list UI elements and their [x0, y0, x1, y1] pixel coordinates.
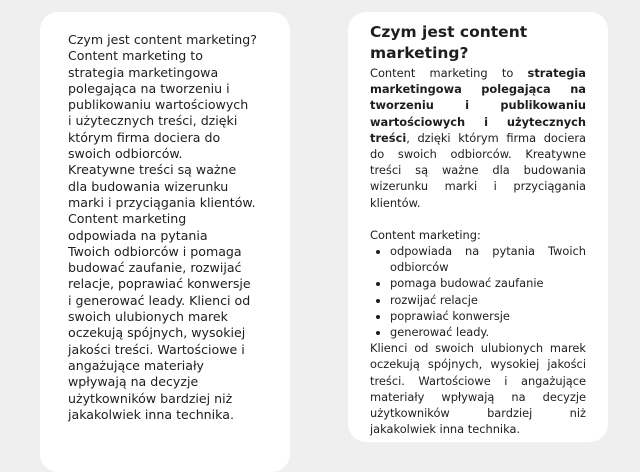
list-item: • poprawiać konwersje — [390, 308, 586, 324]
intro-text-continued: , dzięki którym firma dociera do swoich odbiorców. Kreatywne treści są ważne dla budowania wizerunku marki i przyciągania klientów. — [370, 130, 586, 210]
intro-paragraph — [370, 65, 586, 211]
text-line: swoich ulubionych marek — [68, 309, 228, 325]
text-line: Content marketing to — [68, 48, 203, 64]
text-line: polegająca na tworzeniu i — [68, 80, 230, 96]
text-line: i użytecznych treści, dzięki — [68, 113, 238, 129]
list-heading: Content marketing: — [370, 227, 481, 242]
card-title: Czym jest content marketing? — [370, 23, 528, 62]
intro-text: Content marketing to — [370, 66, 528, 80]
formatted-text-card — [348, 12, 608, 442]
text-line: dla budowania wizerunku — [68, 178, 229, 194]
text-line: Kreatywne treści są ważne — [68, 162, 237, 178]
text-line: jakakolwiek inna technika. — [68, 406, 234, 422]
text-line: wpływają na decyzje — [68, 374, 199, 390]
text-line: budować zaufanie, rozwijać — [68, 260, 242, 276]
plain-text-card — [40, 12, 290, 472]
text-line: Twoich odbiorców i pomaga — [68, 243, 242, 259]
list-item: • odpowiada na pytania Twoich odbiorców — [390, 243, 586, 275]
list-item: • rozwijać relacje — [390, 292, 586, 308]
text-line: Content marketing — [68, 211, 187, 227]
text-line: strategia marketingowa — [68, 64, 219, 80]
text-line: oczekują spójnych, wysokiej — [68, 325, 246, 341]
list-item: • generować leady. — [390, 324, 586, 340]
benefit-list — [370, 243, 586, 340]
text-line: jakości treści. Wartościowe i — [68, 341, 245, 357]
text-line: swoich odbiorców. — [68, 146, 183, 162]
plain-text-body — [68, 32, 257, 423]
list-item: • pomaga budować zaufanie — [390, 275, 586, 291]
text-line: Czym jest content marketing? — [68, 32, 257, 47]
text-line: publikowaniu wartościowych — [68, 97, 249, 113]
text-line: użytkowników bardziej niż — [68, 390, 233, 406]
text-line: odpowiada na pytania — [68, 227, 208, 243]
text-line: relacje, poprawiać konwersje — [68, 276, 251, 292]
text-line: angażujące materiały — [68, 357, 204, 373]
intro-bold-text: strategia marketingowa polegająca na tworzeniu i publikowaniu wartościowych i użytecznych treści — [370, 66, 586, 145]
text-line: marki i przyciągania klientów. — [68, 194, 256, 210]
text-line: którym firma dociera do — [68, 129, 221, 145]
closing-paragraph: Klienci od swoich ulubionych marek oczekują spójnych, wysokiej jakości treści. Wartościowe i angażujące materiały wpływają na decyzje użytkowników bardziej niż jakakolwiek inna technika. — [370, 341, 586, 437]
text-line: i generować leady. Klienci od — [68, 292, 251, 308]
